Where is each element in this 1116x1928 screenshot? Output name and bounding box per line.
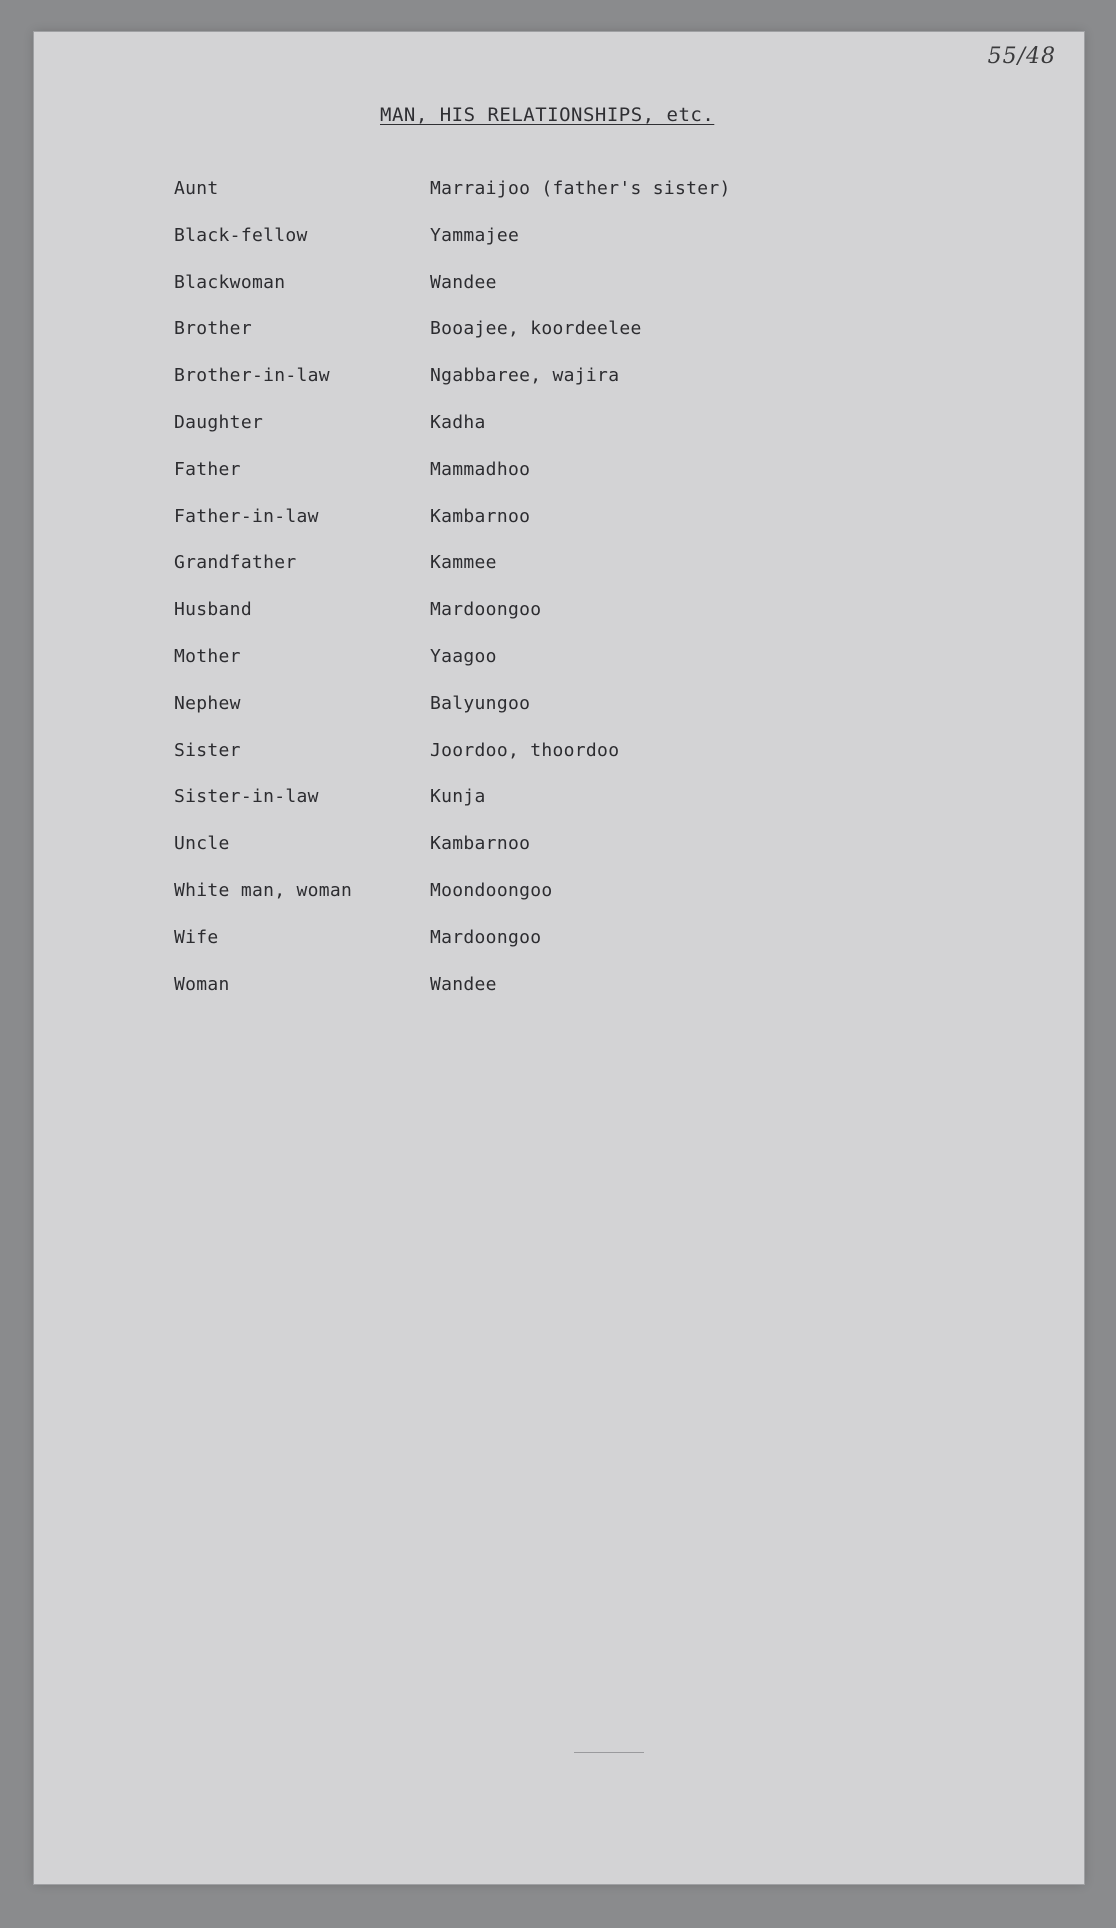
folio-number: 55/48 [987,44,1056,69]
vocab-row [34,225,1084,255]
english-term: Mother [174,646,241,667]
native-term: Wandee [430,973,497,995]
vocab-row [34,412,1084,442]
english-term: Father [174,458,241,480]
document-page [34,32,1084,1884]
vocab-row [34,272,1084,302]
vocab-row [34,646,1084,676]
native-term: Kammee [430,552,497,574]
english-term: Blackwoman [174,271,286,293]
english-term: Wife [174,926,219,948]
vocab-row [34,693,1084,723]
vocab-row [34,178,1084,208]
vocab-row [34,740,1084,770]
english-term: Black-fellow [174,224,308,246]
vocab-row [34,880,1084,910]
page-heading: MAN, HIS RELATIONSHIPS, etc. [380,104,715,126]
native-term: Moondoongoo [430,880,553,901]
native-term: Kunja [430,786,486,808]
native-term: Yaagoo [430,646,497,667]
vocab-row [34,459,1084,489]
native-term: Mammadhoo [430,458,531,480]
vocab-row [34,974,1084,1004]
native-term: Kadha [430,412,486,433]
english-term: Nephew [174,692,241,714]
english-term: Sister [174,739,241,761]
english-term: Husband [174,599,252,621]
english-term: Uncle [174,833,230,855]
vocab-row [34,786,1084,816]
english-term: Woman [174,973,230,995]
vocab-row [34,552,1084,582]
native-term: Kambarnoo [430,833,531,855]
divider-mark [574,1752,644,1753]
native-term: Yammajee [430,224,520,246]
english-term: Daughter [174,412,264,433]
vocab-row [34,365,1084,395]
native-term: Wandee [430,271,497,293]
native-term: Marraijoo (father's sister) [430,178,731,199]
native-term: Kambarnoo [430,505,531,527]
native-term: Balyungoo [430,692,531,714]
native-term: Booajee, koordeelee [430,318,642,340]
native-term: Mardoongoo [430,599,542,621]
vocab-row [34,318,1084,348]
native-term: Mardoongoo [430,926,542,948]
english-term: Grandfather [174,552,297,574]
english-term: Aunt [174,178,219,199]
english-term: Father-in-law [174,505,319,527]
vocab-row [34,506,1084,536]
native-term: Joordoo, thoordoo [430,739,620,761]
vocab-row [34,927,1084,957]
native-term: Ngabbaree, wajira [430,365,620,387]
english-term: Brother-in-law [174,365,330,387]
english-term: White man, woman [174,880,353,901]
vocab-row [34,599,1084,629]
english-term: Brother [174,318,252,340]
vocab-row [34,833,1084,863]
english-term: Sister-in-law [174,786,319,808]
